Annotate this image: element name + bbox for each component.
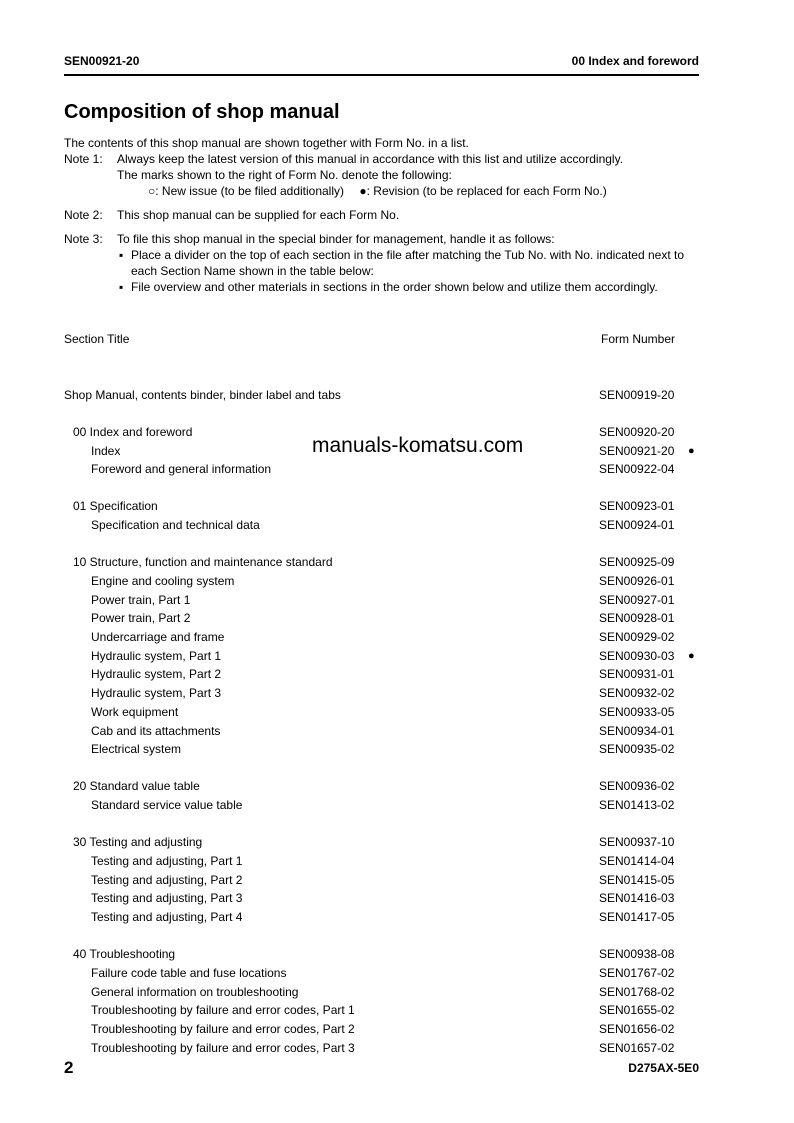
section-title: Engine and cooling system: [91, 574, 235, 588]
form-number: SEN00936-02: [599, 779, 675, 794]
table-row: [64, 983, 714, 1002]
table-row: [64, 889, 714, 908]
form-number: SEN00933-05: [599, 704, 675, 719]
table-row: [64, 833, 714, 852]
form-number: SEN01768-02: [599, 984, 675, 999]
page-title: Composition of shop manual: [64, 101, 340, 123]
section-title: Cab and its attachments: [91, 723, 221, 738]
table-row: [64, 964, 714, 983]
table-row: [64, 628, 714, 647]
note-2-label: Note 2:: [64, 208, 103, 222]
section-title: Specification and technical data: [91, 518, 260, 533]
section-title: Shop Manual, contents binder, binder label and tabs: [64, 387, 341, 402]
bullet-icon: ▪: [119, 248, 124, 262]
page-header: [64, 54, 699, 72]
note-3-text: To file this shop manual in the special binder for management, handle it as follows:: [117, 232, 555, 246]
section-title: Testing and adjusting, Part 4: [91, 910, 243, 924]
form-number: SEN01416-03: [599, 891, 675, 906]
section-title: 30 Testing and adjusting: [73, 835, 203, 850]
page-number: 2: [64, 1058, 74, 1077]
table-row: [64, 1001, 714, 1020]
section-title: 40 Troubleshooting: [73, 947, 176, 962]
table-row: [64, 1020, 714, 1039]
table-row: [64, 852, 714, 871]
note-1-marks-intro: The marks shown to the right of Form No. denote the following:: [117, 168, 452, 182]
section-title: Undercarriage and frame: [91, 630, 225, 645]
form-number: SEN01656-02: [599, 1021, 675, 1036]
table-row: [64, 1039, 714, 1058]
section-title: 01 Specification: [73, 499, 158, 514]
form-number: SEN01417-05: [599, 910, 675, 924]
form-number: SEN00922-04: [599, 462, 675, 477]
table-row: [64, 572, 714, 591]
form-number: SEN00921-20: [599, 443, 675, 458]
revision-dot-icon: ●: [688, 444, 695, 457]
form-number: SEN01657-02: [599, 1040, 675, 1055]
header-form-number: SEN00921-20: [64, 54, 140, 68]
col-section-title: Section Title: [64, 332, 130, 346]
table-row: [64, 908, 714, 927]
intro-notes: [64, 135, 704, 295]
note-1-label: Note 1:: [64, 152, 103, 166]
section-title: Hydraulic system, Part 3: [91, 686, 222, 701]
revision-dot-icon: ●: [359, 184, 367, 198]
note-2-text: This shop manual can be supplied for each Form No.: [117, 208, 400, 222]
bullet-icon: ▪: [119, 280, 124, 294]
note-1-text: Always keep the latest version of this manual in accordance with this list and utilize accordingly.: [117, 152, 624, 166]
form-number: SEN00923-01: [599, 499, 675, 514]
form-number: SEN00929-02: [599, 630, 675, 645]
form-number: SEN00920-20: [599, 424, 675, 439]
table-row: [64, 871, 714, 890]
marks-legend: [117, 183, 704, 199]
form-number: SEN00938-08: [599, 947, 675, 962]
form-number: SEN01655-02: [599, 1003, 675, 1018]
table-row: [64, 386, 714, 405]
table-row: [64, 647, 714, 666]
table-row: [64, 497, 714, 516]
table-row: [64, 609, 714, 628]
table-row: [64, 591, 714, 610]
section-title: 10 Structure, function and maintenance standard: [73, 555, 333, 570]
note-1: [64, 151, 704, 199]
table-row: [64, 460, 714, 479]
table-row: [64, 777, 714, 796]
section-title: 20 Standard value table: [73, 779, 200, 794]
section-title: 00 Index and foreword: [73, 424, 193, 439]
table-row: [64, 703, 714, 722]
revision-text: : Revision (to be replaced for each Form No.): [366, 184, 607, 198]
table-row: [64, 722, 714, 741]
section-title: General information on troubleshooting: [91, 984, 299, 999]
section-title: Hydraulic system, Part 2: [91, 667, 222, 682]
section-title: Troubleshooting by failure and error codes, Part 2: [91, 1021, 355, 1036]
note-3: [64, 231, 704, 295]
col-form-number: Form Number: [601, 332, 676, 346]
form-number: SEN00928-01: [599, 611, 675, 626]
form-number: SEN00935-02: [599, 742, 675, 757]
table-row: [64, 516, 714, 535]
section-title: Work equipment: [91, 704, 179, 719]
form-number: SEN01414-04: [599, 853, 675, 868]
section-title: Failure code table and fuse locations: [91, 965, 287, 980]
form-number: SEN00934-01: [599, 723, 675, 738]
revision-dot-icon: ●: [688, 649, 695, 662]
form-number: SEN00937-10: [599, 835, 675, 850]
section-title: Foreword and general information: [91, 462, 272, 477]
table-row: [64, 684, 714, 703]
table-row: [64, 796, 714, 815]
section-title: Index: [91, 443, 121, 458]
note-2: [64, 207, 704, 223]
table-row: [64, 945, 714, 964]
new-issue-text: : New issue (to be filed additionally): [155, 184, 345, 198]
section-title: Standard service value table: [91, 798, 243, 813]
note-3-label: Note 3:: [64, 232, 103, 246]
watermark: manuals-komatsu.com: [312, 434, 524, 457]
section-title: Hydraulic system, Part 1: [91, 648, 222, 663]
section-title: Testing and adjusting, Part 3: [91, 891, 243, 906]
table-row: [64, 665, 714, 684]
section-title: Power train, Part 2: [91, 611, 191, 626]
form-number: SEN00931-01: [599, 667, 675, 682]
new-issue-circle-icon: ○: [148, 184, 156, 198]
form-number: SEN00932-02: [599, 686, 675, 701]
header-section: 00 Index and foreword: [571, 54, 699, 68]
form-number: SEN00925-09: [599, 555, 675, 570]
table-row: [64, 740, 714, 759]
form-number: SEN01415-05: [599, 872, 675, 887]
section-title: Troubleshooting by failure and error codes, Part 3: [91, 1040, 355, 1055]
table-header: [64, 330, 714, 349]
section-title: Electrical system: [91, 742, 182, 757]
form-number: SEN00924-01: [599, 518, 675, 533]
form-number: SEN00930-03: [599, 648, 675, 663]
form-number: SEN00919-20: [599, 387, 675, 402]
section-title: Testing and adjusting, Part 2: [91, 872, 243, 887]
note-3-bullet: ▪ Place a divider on the top of each section in the file after matching the Tub No. with No. indicated next to each Section Name shown in the table below:: [119, 248, 684, 278]
section-title: Testing and adjusting, Part 1: [91, 853, 243, 868]
form-number: SEN01413-02: [599, 798, 675, 813]
form-number: SEN00927-01: [599, 592, 675, 607]
form-number: SEN00926-01: [599, 574, 675, 588]
header-rule: [64, 74, 699, 76]
section-title: Troubleshooting by failure and error codes, Part 1: [91, 1003, 355, 1018]
model-number: D275AX-5E0: [628, 1061, 699, 1075]
note-3-bullet: ▪ File overview and other materials in sections in the order shown below and utilize them accordingly.: [119, 280, 658, 294]
intro-lead: The contents of this shop manual are shown together with Form No. in a list.: [64, 136, 469, 150]
form-number: SEN01767-02: [599, 965, 675, 980]
table-row: [64, 553, 714, 572]
section-title: Power train, Part 1: [91, 592, 191, 607]
